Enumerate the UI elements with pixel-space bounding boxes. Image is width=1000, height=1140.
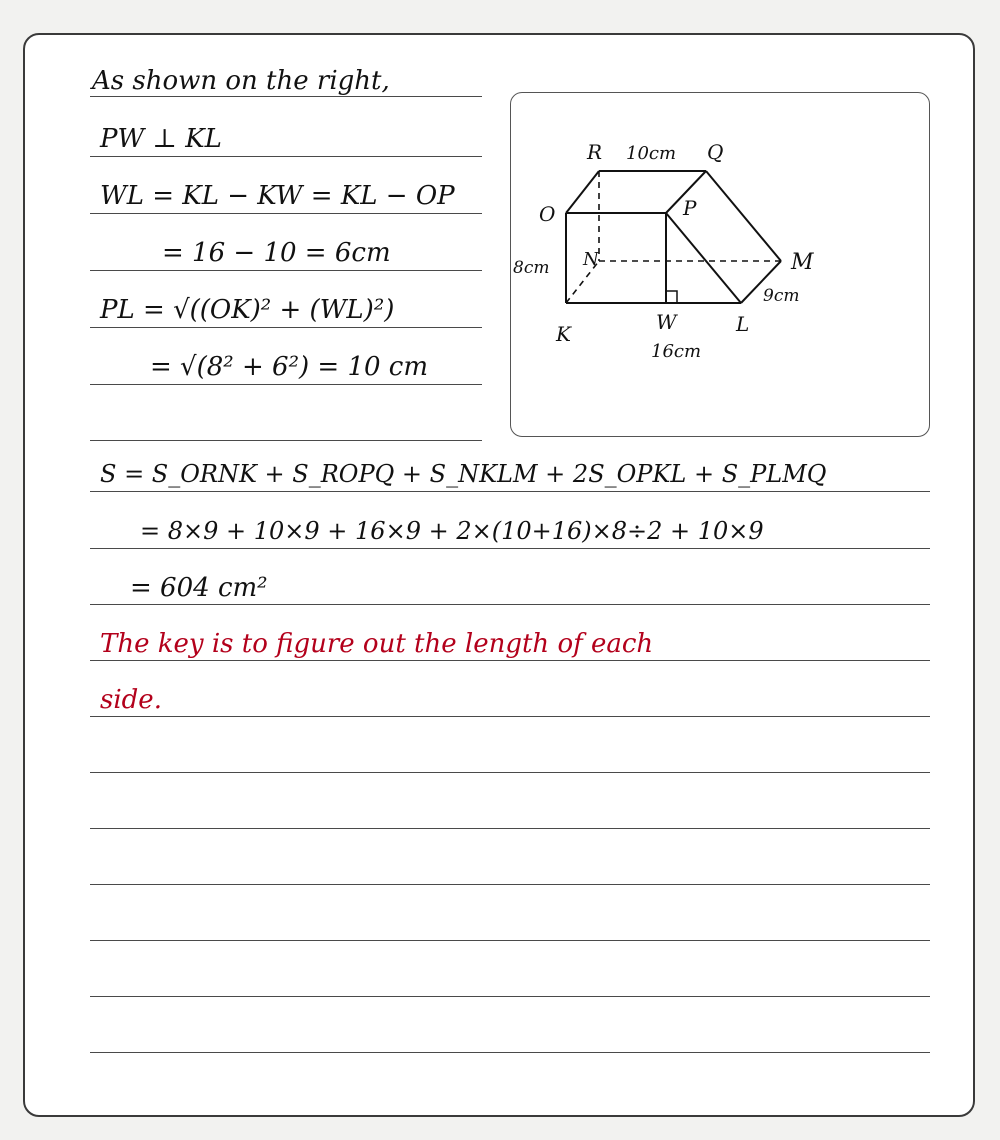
note-line-key-point: The key is to figure out the length of each [100, 629, 654, 659]
rule-line [90, 772, 930, 773]
label-r: R [587, 140, 603, 164]
rule-line [90, 716, 930, 717]
rule-line [90, 440, 482, 441]
dim-depth: 9cm [763, 286, 800, 306]
note-line-surface-calc: = 8×9 + 10×9 + 16×9 + 2×(10+16)×8÷2 + 10×9 [140, 517, 764, 545]
rule-line [90, 156, 482, 157]
label-o: O [539, 202, 556, 226]
dim-left: 8cm [513, 258, 550, 278]
note-line-key-point-end: side. [100, 685, 162, 715]
rule-line [90, 660, 930, 661]
dim-bottom: 16cm [651, 341, 702, 362]
label-m: M [791, 250, 814, 275]
label-p: P [683, 196, 697, 220]
prism-diagram [511, 93, 931, 438]
rule-line [90, 96, 482, 97]
dim-top: 10cm [626, 143, 677, 164]
rule-line [90, 327, 482, 328]
note-line-wl-value: = 16 − 10 = 6cm [162, 238, 391, 268]
note-line-perpendicular: PW ⊥ KL [100, 124, 222, 154]
label-k: K [556, 322, 571, 346]
rule-line [90, 270, 482, 271]
note-line-pl-value: = √(8² + 6²) = 10 cm [150, 352, 429, 382]
label-q: Q [707, 140, 724, 164]
rule-line [90, 213, 482, 214]
rule-line [90, 548, 930, 549]
rule-line [90, 996, 930, 997]
rule-line [90, 491, 930, 492]
note-line-wl: WL = KL − KW = KL − OP [100, 181, 455, 211]
rule-line [90, 604, 930, 605]
rule-line [90, 384, 482, 385]
prism-figure [510, 92, 930, 437]
rule-line [90, 940, 930, 941]
note-line-pl: PL = √((OK)² + (WL)²) [100, 295, 395, 325]
note-line-surface-result: = 604 cm² [130, 573, 268, 603]
note-line-intro: As shown on the right, [92, 66, 390, 96]
rule-line [90, 828, 930, 829]
label-w: W [656, 310, 677, 334]
note-line-surface-formula: S = S_ORNK + S_ROPQ + S_NKLM + 2S_OPKL + S_PLMQ [100, 460, 827, 488]
label-l: L [736, 312, 750, 336]
rule-line [90, 884, 930, 885]
rule-line [90, 1052, 930, 1053]
label-n: N [583, 249, 599, 270]
